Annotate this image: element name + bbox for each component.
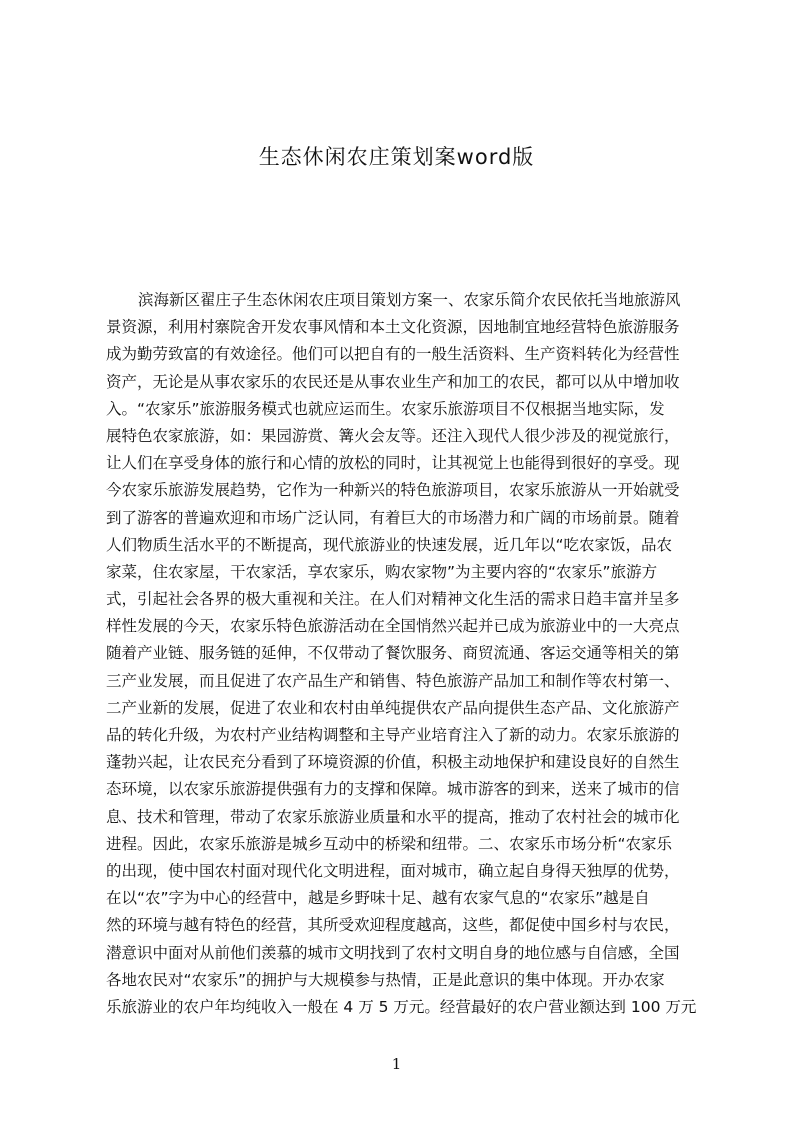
body-line: 进程。因此，农家乐旅游是城乡互动中的桥梁和纽带。二、农家乐市场分析“农家乐 <box>106 834 673 853</box>
body-line: 家菜，住农家屋，干农家活，享农家乐，购农家物”为主要内容的“农家乐”旅游方 <box>106 562 658 581</box>
body-line: 人们物质生活水平的不断提高，现代旅游业的快速发展，近几年以“吃农家饭，品农 <box>106 535 673 554</box>
body-line: 三产业发展，而且促进了农产品生产和销售、特色旅游产品加工和制作等农村第一、 <box>106 671 680 690</box>
body-line: 景资源，利用村寨院舍开发农事风情和本土文化资源，因地制宜地经营特色旅游服务 <box>106 318 680 337</box>
document-title: 生态休闲农庄策划案word版 <box>258 145 535 169</box>
body-line: 态环境，以农家乐旅游提供强有力的支撑和保障。城市游客的到来，送来了城市的信 <box>106 780 680 799</box>
body-line: 各地农民对“农家乐”的拥护与大规模参与热情，正是此意识的集中体现。开办农家 <box>106 970 665 989</box>
body-line: 乐旅游业的农户年均纯收入一般在 4 万 5 万元。经营最好的农户营业额达到 100 万元 <box>106 997 697 1016</box>
body-line: 随着产业链、服务链的延伸，不仅带动了餐饮服务、商贸流通、客运交通等相关的第 <box>106 644 680 663</box>
body-line: 然的环境与越有特色的经营，其所受欢迎程度越高，这些，都促使中国乡村与农民， <box>106 916 680 935</box>
page-number: 1 <box>391 1055 402 1073</box>
body-line: 品的转化升级，为农村产业结构调整和主导产业培育注入了新的动力。农家乐旅游的 <box>106 726 680 744</box>
body-line: 入。“农家乐”旅游服务模式也就应运而生。农家乐旅游项目不仅根据当地实际，发 <box>106 399 665 418</box>
body-line: 样性发展的今天，农家乐特色旅游活动在全国悄然兴起并已成为旅游业中的一大亮点 <box>106 617 680 636</box>
body-line: 今农家乐旅游发展趋势，它作为一种新兴的特色旅游项目，农家乐旅游从一开始就受 <box>106 481 680 500</box>
body-line: 二产业新的发展，促进了农业和农村由单纯提供农产品向提供生态产品、文化旅游产 <box>106 698 680 717</box>
body-line: 成为勤劳致富的有效途径。他们可以把自有的一般生活资料、生产资料转化为经营性 <box>106 345 680 364</box>
body-line: 息、技术和管理，带动了农家乐旅游业质量和水平的提高，推动了农村社会的城市化 <box>106 807 680 826</box>
document-body <box>106 287 698 1021</box>
body-line: 展特色农家旅游，如：果园游赏、篝火会友等。还注入现代人很少涉及的视觉旅行， <box>106 426 680 445</box>
body-line: 资产，无论是从事农家乐的农民还是从事农业生产和加工的农民，都可以从中增加收 <box>106 372 680 391</box>
body-line: 蓬勃兴起，让农民充分看到了环境资源的价值，积极主动地保护和建设良好的自然生 <box>106 753 680 772</box>
body-line: 滨海新区翟庄子生态休闲农庄项目策划方案一、农家乐简介农民依托当地旅游风 <box>138 291 681 309</box>
body-line: 到了游客的普遍欢迎和市场广泛认同，有着巨大的市场潜力和广阔的市场前景。随着 <box>106 508 680 527</box>
body-line: 让人们在享受身体的旅行和心情的放松的同时，让其视觉上也能得到很好的享受。现 <box>106 454 680 473</box>
body-line: 潜意识中面对从前他们羡慕的城市文明找到了农村文明自身的地位感与自信感，全国 <box>106 943 680 962</box>
body-line: 在以“农”字为中心的经营中，越是乡野味十足、越有农家气息的“农家乐”越是自 <box>106 889 650 908</box>
body-line: 式，引起社会各界的极大重视和关注。在人们对精神文化生活的需求日趋丰富并呈多 <box>106 590 680 609</box>
body-line: 的出现，使中国农村面对现代化文明进程，面对城市，确立起自身得天独厚的优势， <box>106 861 680 880</box>
